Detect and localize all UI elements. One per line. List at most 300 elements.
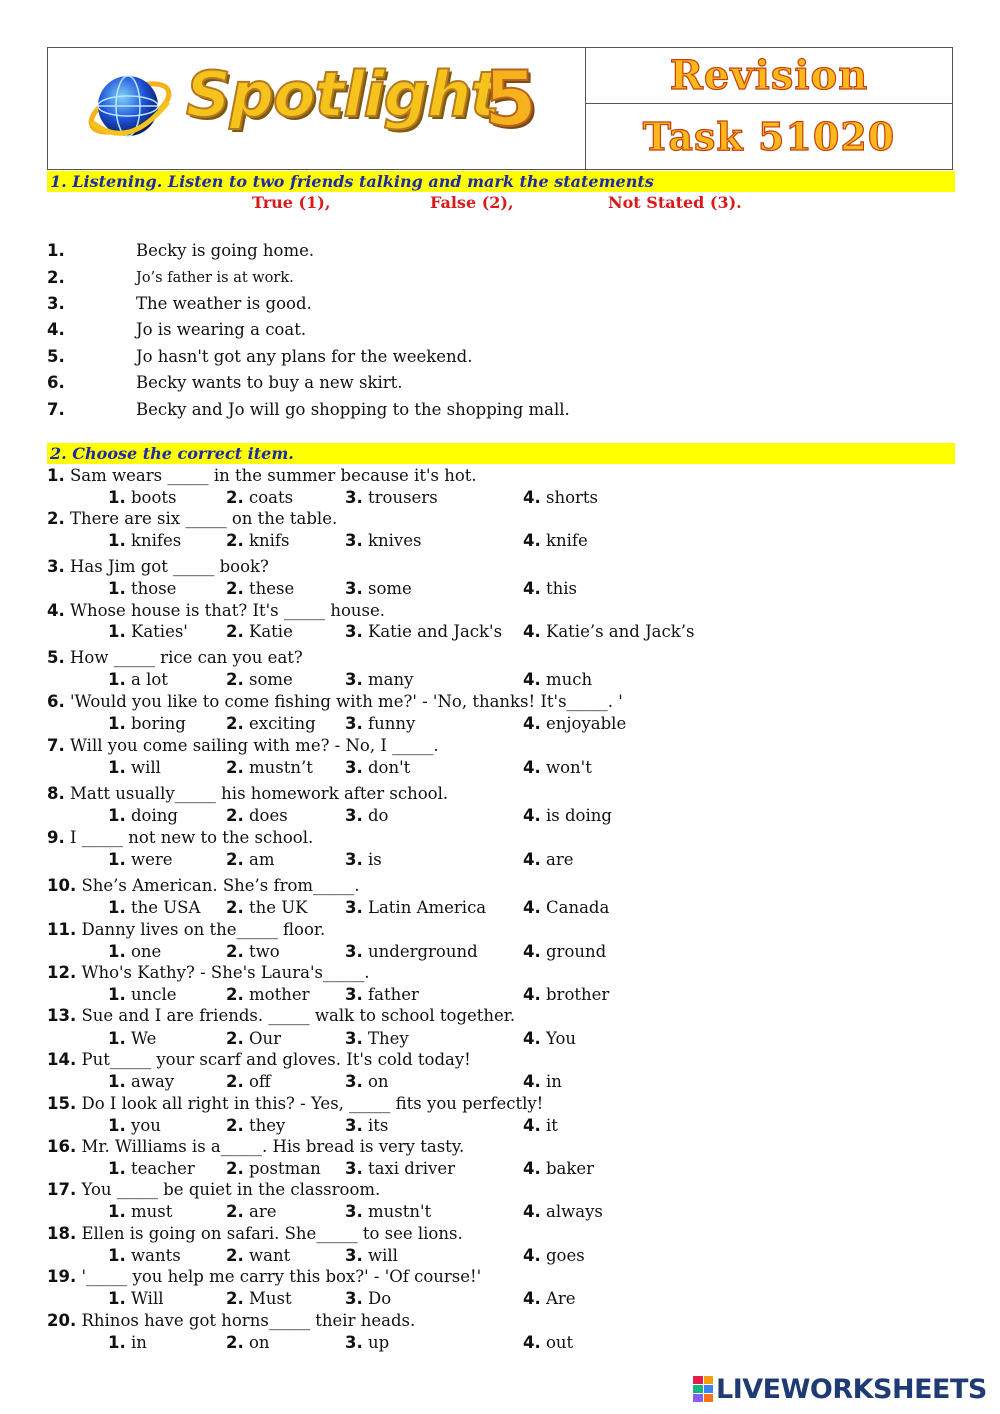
answer-option[interactable] bbox=[226, 1159, 321, 1178]
header-table bbox=[47, 47, 953, 170]
answer-option[interactable] bbox=[226, 579, 294, 598]
option-text: Katies' bbox=[131, 622, 188, 641]
option-row bbox=[108, 714, 808, 736]
option-text: you bbox=[131, 1116, 161, 1135]
question-text: Rhinos have got horns_____ their heads. bbox=[81, 1311, 416, 1330]
option-text: Katie and Jack's bbox=[368, 622, 503, 641]
answer-option[interactable] bbox=[226, 942, 280, 961]
question-number: 2. bbox=[47, 509, 65, 528]
option-row bbox=[108, 622, 808, 644]
option-number: 2. bbox=[226, 488, 244, 507]
option-number: 3. bbox=[345, 579, 363, 598]
option-number: 1. bbox=[108, 758, 126, 777]
answer-option[interactable] bbox=[108, 1159, 195, 1178]
answer-option[interactable] bbox=[226, 1246, 290, 1265]
answer-option[interactable] bbox=[345, 1029, 409, 1048]
answer-option[interactable] bbox=[108, 670, 168, 689]
question-stem bbox=[47, 1137, 464, 1156]
option-number: 1. bbox=[108, 670, 126, 689]
option-text: mustn't bbox=[368, 1202, 432, 1221]
option-text: am bbox=[249, 850, 275, 869]
option-text: Must bbox=[249, 1289, 292, 1308]
question-text: Danny lives on the_____ floor. bbox=[81, 920, 326, 939]
answer-option[interactable] bbox=[345, 850, 382, 869]
option-text: up bbox=[368, 1333, 390, 1352]
answer-option[interactable] bbox=[523, 1246, 585, 1265]
option-text: funny bbox=[368, 714, 416, 733]
answer-option[interactable] bbox=[345, 1289, 391, 1308]
option-number: 4. bbox=[523, 985, 541, 1004]
option-number: 2. bbox=[226, 531, 244, 550]
option-text: don't bbox=[368, 758, 411, 777]
option-text: the UK bbox=[249, 898, 308, 917]
option-number: 3. bbox=[345, 714, 363, 733]
question-stem bbox=[47, 557, 269, 576]
option-text: is doing bbox=[546, 806, 612, 825]
option-text: brother bbox=[546, 985, 610, 1004]
option-text: Are bbox=[546, 1289, 576, 1308]
option-number: 2. bbox=[226, 1029, 244, 1048]
answer-option[interactable] bbox=[226, 488, 293, 507]
option-number: 4. bbox=[523, 579, 541, 598]
question-stem bbox=[47, 876, 360, 895]
option-row bbox=[108, 488, 808, 510]
answer-option[interactable] bbox=[226, 1029, 281, 1048]
answer-option[interactable] bbox=[226, 1202, 277, 1221]
option-number: 4. bbox=[523, 1116, 541, 1135]
section2-heading: 2. Choose the correct item. bbox=[47, 443, 955, 464]
choice-true: True (1), bbox=[252, 193, 331, 212]
option-number: 3. bbox=[345, 985, 363, 1004]
answer-option[interactable] bbox=[523, 758, 592, 777]
answer-option[interactable] bbox=[345, 1072, 389, 1091]
question-stem bbox=[47, 1224, 463, 1243]
option-text: They bbox=[368, 1029, 409, 1048]
question-stem bbox=[47, 920, 325, 939]
option-text: boring bbox=[131, 714, 186, 733]
option-number: 1. bbox=[108, 1072, 126, 1091]
answer-option[interactable] bbox=[523, 714, 626, 733]
statement-number: 6. bbox=[47, 373, 65, 392]
answer-option[interactable] bbox=[345, 758, 410, 777]
option-text: were bbox=[131, 850, 173, 869]
option-text: knifs bbox=[249, 531, 290, 550]
option-row bbox=[108, 1029, 808, 1051]
option-number: 3. bbox=[345, 531, 363, 550]
option-text: father bbox=[368, 985, 419, 1004]
option-text: it bbox=[546, 1116, 558, 1135]
option-text: won't bbox=[546, 758, 592, 777]
option-number: 4. bbox=[523, 1159, 541, 1178]
answer-option[interactable] bbox=[345, 622, 502, 641]
option-row bbox=[108, 1289, 808, 1311]
option-number: 2. bbox=[226, 714, 244, 733]
answer-option[interactable] bbox=[523, 806, 612, 825]
option-number: 3. bbox=[345, 670, 363, 689]
option-text: Latin America bbox=[368, 898, 487, 917]
question-text: You _____ be quiet in the classroom. bbox=[81, 1180, 381, 1199]
question-number: 10. bbox=[47, 876, 77, 895]
option-number: 2. bbox=[226, 1246, 244, 1265]
question-number: 19. bbox=[47, 1267, 77, 1286]
answer-option[interactable] bbox=[523, 985, 609, 1004]
option-text: in bbox=[546, 1072, 562, 1091]
answer-option[interactable] bbox=[345, 942, 478, 961]
option-text: Canada bbox=[546, 898, 610, 917]
option-number: 1. bbox=[108, 579, 126, 598]
statement-number: 7. bbox=[47, 400, 65, 419]
option-text: Our bbox=[249, 1029, 282, 1048]
statement-row bbox=[47, 373, 747, 397]
option-number: 1. bbox=[108, 1029, 126, 1048]
answer-option[interactable] bbox=[345, 806, 389, 825]
brand-mark-icon bbox=[693, 1376, 713, 1402]
question-text: Matt usually_____ his homework after school. bbox=[70, 784, 449, 803]
question-text: Whose house is that? It's _____ house. bbox=[70, 601, 386, 620]
option-number: 4. bbox=[523, 1202, 541, 1221]
question-stem bbox=[47, 1094, 543, 1113]
answer-option[interactable] bbox=[226, 670, 293, 689]
answer-option[interactable] bbox=[345, 1159, 455, 1178]
option-number: 1. bbox=[108, 1333, 126, 1352]
option-text: Katie’s and Jack’s bbox=[546, 622, 695, 641]
question-text: Put_____ your scarf and gloves. It's cold today! bbox=[81, 1050, 471, 1069]
statement-number: 4. bbox=[47, 320, 65, 339]
option-number: 2. bbox=[226, 579, 244, 598]
answer-option[interactable] bbox=[345, 714, 415, 733]
option-text: a lot bbox=[131, 670, 168, 689]
answer-option[interactable] bbox=[345, 579, 412, 598]
answer-option[interactable] bbox=[108, 850, 173, 869]
question-number: 11. bbox=[47, 920, 77, 939]
option-text: knives bbox=[368, 531, 422, 550]
option-text: ground bbox=[546, 942, 607, 961]
answer-option[interactable] bbox=[523, 1029, 576, 1048]
option-number: 2. bbox=[226, 806, 244, 825]
answer-option[interactable] bbox=[345, 488, 438, 507]
option-text: some bbox=[368, 579, 412, 598]
option-text: want bbox=[249, 1246, 291, 1265]
statement-row bbox=[47, 400, 747, 424]
option-text: taxi driver bbox=[368, 1159, 455, 1178]
answer-option[interactable] bbox=[523, 622, 694, 641]
option-row bbox=[108, 670, 808, 692]
option-text: the USA bbox=[131, 898, 201, 917]
question-stem bbox=[47, 601, 385, 620]
option-text: goes bbox=[546, 1246, 585, 1265]
statement-row bbox=[47, 347, 747, 371]
option-number: 4. bbox=[523, 942, 541, 961]
question-stem bbox=[47, 1267, 481, 1286]
option-number: 4. bbox=[523, 670, 541, 689]
option-text: on bbox=[368, 1072, 389, 1091]
option-text: in bbox=[131, 1333, 147, 1352]
question-text: Mr. Williams is a_____. His bread is very tasty. bbox=[81, 1137, 465, 1156]
option-number: 4. bbox=[523, 898, 541, 917]
question-number: 8. bbox=[47, 784, 65, 803]
answer-option[interactable] bbox=[108, 1116, 161, 1135]
answer-option[interactable] bbox=[108, 898, 200, 917]
answer-option[interactable] bbox=[108, 985, 177, 1004]
option-text: its bbox=[368, 1116, 389, 1135]
option-number: 2. bbox=[226, 850, 244, 869]
option-number: 4. bbox=[523, 850, 541, 869]
option-number: 2. bbox=[226, 1072, 244, 1091]
question-text: She’s American. She’s from_____. bbox=[81, 876, 360, 895]
logo-wordmark: Spotlight bbox=[186, 58, 499, 131]
option-number: 1. bbox=[108, 1159, 126, 1178]
question-number: 13. bbox=[47, 1006, 77, 1025]
option-number: 2. bbox=[226, 1333, 244, 1352]
answer-option[interactable] bbox=[226, 1289, 292, 1308]
answer-option[interactable] bbox=[523, 579, 577, 598]
answer-option[interactable] bbox=[108, 1289, 164, 1308]
question-text: Sue and I are friends. _____ walk to school together. bbox=[81, 1006, 516, 1025]
question-number: 17. bbox=[47, 1180, 77, 1199]
option-text: away bbox=[131, 1072, 175, 1091]
statement-row bbox=[47, 268, 747, 292]
answer-option[interactable] bbox=[345, 985, 419, 1004]
answer-option[interactable] bbox=[345, 531, 421, 550]
answer-option[interactable] bbox=[108, 1072, 174, 1091]
answer-option[interactable] bbox=[523, 1116, 558, 1135]
option-text: is bbox=[368, 850, 382, 869]
option-text: those bbox=[131, 579, 177, 598]
option-row bbox=[108, 758, 808, 780]
statement-number: 1. bbox=[47, 241, 65, 260]
answer-option[interactable] bbox=[226, 714, 316, 733]
option-number: 3. bbox=[345, 898, 363, 917]
answer-option[interactable] bbox=[523, 1159, 594, 1178]
question-text: There are six _____ on the table. bbox=[70, 509, 338, 528]
answer-option[interactable] bbox=[523, 1072, 562, 1091]
option-row bbox=[108, 1159, 808, 1181]
choice-false: False (2), bbox=[430, 193, 514, 212]
option-number: 3. bbox=[345, 1159, 363, 1178]
question-text: Ellen is going on safari. She_____ to see lions. bbox=[81, 1224, 463, 1243]
option-number: 4. bbox=[523, 1289, 541, 1308]
question-text: Do I look all right in this? - Yes, _____ fits you perfectly! bbox=[81, 1094, 544, 1113]
answer-option[interactable] bbox=[108, 1246, 181, 1265]
answer-option[interactable] bbox=[226, 622, 293, 641]
answer-option[interactable] bbox=[345, 1333, 389, 1352]
option-row bbox=[108, 1116, 808, 1138]
statement-row bbox=[47, 294, 747, 318]
question-number: 7. bbox=[47, 736, 65, 755]
option-text: Will bbox=[131, 1289, 164, 1308]
answer-option[interactable] bbox=[345, 1246, 398, 1265]
answer-option[interactable] bbox=[226, 1333, 270, 1352]
option-row bbox=[108, 898, 808, 920]
option-number: 3. bbox=[345, 622, 363, 641]
option-text: doing bbox=[131, 806, 178, 825]
answer-option[interactable] bbox=[345, 1202, 431, 1221]
option-number: 4. bbox=[523, 714, 541, 733]
answer-option[interactable] bbox=[226, 1116, 285, 1135]
option-text: mustn’t bbox=[249, 758, 313, 777]
option-row bbox=[108, 806, 808, 828]
question-stem bbox=[47, 1050, 471, 1069]
globe-icon bbox=[84, 62, 172, 150]
answer-option[interactable] bbox=[523, 1202, 603, 1221]
revision-cell bbox=[586, 48, 952, 104]
question-text: Who's Kathy? - She's Laura's_____. bbox=[81, 963, 370, 982]
option-number: 1. bbox=[108, 898, 126, 917]
question-text: Will you come sailing with me? - No, I _____. bbox=[70, 736, 439, 755]
answer-option[interactable] bbox=[108, 1333, 147, 1352]
statement-text: Becky wants to buy a new skirt. bbox=[136, 373, 403, 392]
statement-number: 2. bbox=[47, 268, 65, 287]
answer-option[interactable] bbox=[226, 898, 308, 917]
option-row bbox=[108, 531, 808, 553]
statement-row bbox=[47, 241, 747, 265]
question-number: 5. bbox=[47, 648, 65, 667]
answer-option[interactable] bbox=[523, 670, 592, 689]
question-number: 4. bbox=[47, 601, 65, 620]
question-stem bbox=[47, 1311, 415, 1330]
option-text: will bbox=[131, 758, 161, 777]
answer-option[interactable] bbox=[523, 898, 609, 917]
question-number: 15. bbox=[47, 1094, 77, 1113]
option-text: trousers bbox=[368, 488, 438, 507]
answer-option[interactable] bbox=[345, 898, 486, 917]
statement-text: Jo’s father is at work. bbox=[136, 270, 294, 286]
choice-not-stated: Not Stated (3). bbox=[608, 193, 742, 212]
statement-text: Becky is going home. bbox=[136, 241, 315, 260]
statement-text: The weather is good. bbox=[136, 294, 312, 313]
question-stem bbox=[47, 466, 477, 485]
answer-option[interactable] bbox=[226, 850, 274, 869]
answer-option[interactable] bbox=[523, 942, 606, 961]
answer-option[interactable] bbox=[108, 622, 188, 641]
answer-option[interactable] bbox=[108, 758, 161, 777]
option-row bbox=[108, 985, 808, 1007]
option-number: 3. bbox=[345, 1246, 363, 1265]
option-text: two bbox=[249, 942, 280, 961]
option-number: 3. bbox=[345, 1289, 363, 1308]
answer-option[interactable] bbox=[345, 1116, 388, 1135]
option-number: 3. bbox=[345, 806, 363, 825]
question-stem bbox=[47, 509, 337, 528]
option-number: 2. bbox=[226, 898, 244, 917]
option-number: 1. bbox=[108, 1116, 126, 1135]
answer-option[interactable] bbox=[108, 531, 181, 550]
answer-option[interactable] bbox=[523, 850, 574, 869]
title-cell bbox=[586, 48, 952, 169]
option-number: 4. bbox=[523, 758, 541, 777]
answer-option[interactable] bbox=[108, 714, 186, 733]
option-text: Katie bbox=[249, 622, 293, 641]
question-stem bbox=[47, 1006, 515, 1025]
option-text: much bbox=[546, 670, 593, 689]
answer-option[interactable] bbox=[108, 806, 178, 825]
answer-option[interactable] bbox=[108, 942, 161, 961]
option-row bbox=[108, 1246, 808, 1268]
answer-option[interactable] bbox=[226, 1072, 271, 1091]
option-number: 4. bbox=[523, 806, 541, 825]
option-text: are bbox=[546, 850, 574, 869]
option-text: will bbox=[368, 1246, 398, 1265]
question-number: 20. bbox=[47, 1311, 77, 1330]
option-number: 3. bbox=[345, 1333, 363, 1352]
logo-number: 5 bbox=[484, 54, 537, 143]
question-number: 3. bbox=[47, 557, 65, 576]
answer-option[interactable] bbox=[226, 985, 310, 1004]
answer-option[interactable] bbox=[523, 488, 598, 507]
option-text: mother bbox=[249, 985, 310, 1004]
option-row bbox=[108, 1333, 808, 1355]
option-text: We bbox=[131, 1029, 157, 1048]
option-text: are bbox=[249, 1202, 277, 1221]
statement-row bbox=[47, 320, 747, 344]
option-row bbox=[108, 850, 808, 872]
question-number: 9. bbox=[47, 828, 65, 847]
question-text: Sam wears _____ in the summer because it's hot. bbox=[70, 466, 477, 485]
answer-option[interactable] bbox=[108, 579, 176, 598]
question-number: 1. bbox=[47, 466, 65, 485]
question-stem bbox=[47, 963, 370, 982]
option-number: 1. bbox=[108, 806, 126, 825]
statement-text: Jo hasn't got any plans for the weekend. bbox=[136, 347, 473, 366]
option-number: 2. bbox=[226, 942, 244, 961]
question-text: How _____ rice can you eat? bbox=[70, 648, 303, 667]
section1-heading: 1. Listening. Listen to two friends talking and mark the statements bbox=[47, 171, 955, 192]
answer-option[interactable] bbox=[226, 758, 313, 777]
question-number: 18. bbox=[47, 1224, 77, 1243]
option-number: 3. bbox=[345, 1072, 363, 1091]
answer-option[interactable] bbox=[523, 1333, 573, 1352]
question-stem bbox=[47, 648, 303, 667]
question-text: Has Jim got _____ book? bbox=[70, 557, 269, 576]
option-text: enjoyable bbox=[546, 714, 627, 733]
option-text: coats bbox=[249, 488, 294, 507]
option-row bbox=[108, 1072, 808, 1094]
option-number: 1. bbox=[108, 985, 126, 1004]
answer-option[interactable] bbox=[523, 531, 588, 550]
liveworksheets-logo bbox=[693, 1373, 987, 1405]
option-text: these bbox=[249, 579, 295, 598]
question-stem bbox=[47, 736, 439, 755]
statement-text: Jo is wearing a coat. bbox=[136, 320, 307, 339]
answer-option[interactable] bbox=[226, 531, 289, 550]
question-number: 16. bbox=[47, 1137, 77, 1156]
option-text: uncle bbox=[131, 985, 177, 1004]
option-text: does bbox=[249, 806, 288, 825]
answer-option[interactable] bbox=[108, 1202, 172, 1221]
answer-option[interactable] bbox=[345, 670, 413, 689]
option-number: 2. bbox=[226, 1159, 244, 1178]
option-number: 3. bbox=[345, 1029, 363, 1048]
option-text: out bbox=[546, 1333, 574, 1352]
option-number: 1. bbox=[108, 1289, 126, 1308]
option-number: 2. bbox=[226, 758, 244, 777]
option-number: 1. bbox=[108, 622, 126, 641]
answer-option[interactable] bbox=[108, 488, 177, 507]
option-number: 2. bbox=[226, 622, 244, 641]
question-number: 6. bbox=[47, 692, 65, 711]
option-number: 2. bbox=[226, 985, 244, 1004]
option-text: exciting bbox=[249, 714, 316, 733]
option-number: 4. bbox=[523, 622, 541, 641]
statement-text: Becky and Jo will go shopping to the shopping mall. bbox=[136, 400, 570, 419]
answer-option[interactable] bbox=[108, 1029, 156, 1048]
answer-option[interactable] bbox=[226, 806, 288, 825]
answer-option[interactable] bbox=[523, 1289, 576, 1308]
option-row bbox=[108, 1202, 808, 1224]
option-number: 3. bbox=[345, 488, 363, 507]
question-stem bbox=[47, 828, 313, 847]
option-number: 4. bbox=[523, 1246, 541, 1265]
